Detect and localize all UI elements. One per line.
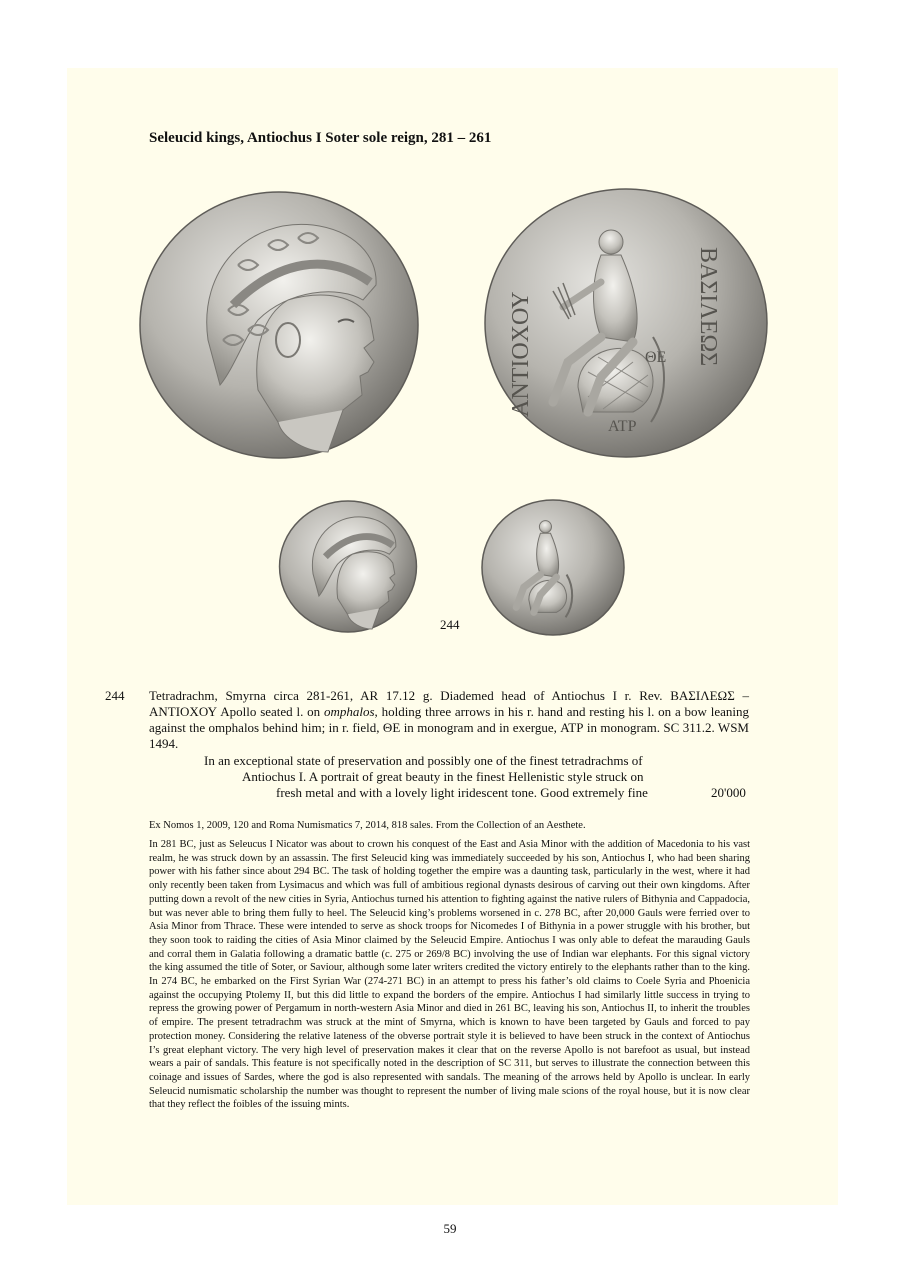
lot-description-text-end: , holding three arrows in his r. hand and resting his l. on a bow leaning against the omphalos behind him; in r. field, ΘΕ in monogram and in exergue, ΑΤΡ in monogram. SC 311.2. WSM 1494. xyxy=(149,704,749,751)
coin-obverse-portrait-icon xyxy=(138,190,420,460)
svg-text:ΑΤΡ: ΑΤΡ xyxy=(608,418,637,435)
lot-description-italic: omphalos xyxy=(323,704,375,719)
condition-line: In an exceptional state of preservation and possibly one of the finest tetradrachms of xyxy=(204,753,643,768)
lot-description xyxy=(149,688,749,752)
estimate-price: 20'000 xyxy=(711,785,746,800)
legend-basileos: ΒΑΣΙΛΕΩΣ xyxy=(695,247,721,367)
coin-obverse-portrait-icon xyxy=(278,500,418,633)
historical-essay: In 281 BC, just as Seleucus I Nicator was about to crown his conquest of the East and Asia Minor with the addition of Macedonia to his vast realm, he was struck down by an assassin. The first Seleucid king was immediately succeeded by his son, Antiochus I, who had been sharing power with his father since about 294 BC. The task of holding together the empire was a daunting task, particularly in the west, where it had only recently been taken from Lysimacus and which was full of ambitious regional dynasts desirous of carving out their own kingdoms. After putting down a revolt of the new cities in Syria, Antiochus turned his attention to fighting against the native rulers of Bithynia and Cappadocia, but was never able to bring them fully to heel. The Seleucid king’s problems worsened in c. 278 BC, after 20,000 Gauls were ferried over to Asia Minor from Thrace. These were intended to serve as shock troops for Nicomedes I of Bithynia in a power struggle with his brother, but they soon took to raiding the cities of Asia Minor claimed by the Seleucid Empire. Antiochus I was only able to defeat the marauding Gauls and corral them in Galatia following a dramatic battle (c. 275 or 269/8 BC) involving the use of Indian war elephants. For this signal victory the king assumed the title of Soter, or Saviour, although some later writers credited the victory entirely to the elephants rather than to the king. In 274 BC, he embarked on the First Syrian War (274-271 BC) in an attempt to press his father’s old claims to Coele Syria and Phoenicia against the occupying Ptolemy II, but this did little to expand the borders of the empire. Antiochus I had similarly little success in trying to repress the growing power of Pergamum in north-western Asia Minor and died in 261 BC, leaving his son, Antiochus II, to inherit the troubles of empire. The present tetradrachm was struck at the mint of Smyrna, which is known to have been targeted by Gauls and forced to pay protection money. Considering the relative lateness of the obverse portrait style it is believed to have been struck in the context of Antiochus I’s great elephant victory. The very high level of preservation makes it clear that on the reverse Apollo is not barefoot as usual, but instead wears a pair of sandals. This feature is not specifically noted in the description of SC 311, but serves to illustrate the connection between this coinage and issues of Sardes, where the god is also represented with sandals. The meaning of the arrows held by Apollo is unclear. In early Seleucid numismatic scholarship the number was thought to represent the number of living male scions of the royal house, but it is now clear that they reflect the foibles of the issuing mints. xyxy=(149,839,751,1111)
page-title: Seleucid kings, Antiochus I Soter sole reign, 281 – 261 xyxy=(149,130,492,146)
legend-antiochou: ΑΝΤΙΟΧΟΥ xyxy=(508,291,534,417)
provenance-note: Ex Nomos 1, 2009, 120 and Roma Numismatics 7, 2014, 818 sales. From the Collection of an Aesthete. xyxy=(149,820,586,831)
svg-text:ΘΕ: ΘΕ xyxy=(645,349,667,366)
coin-reverse-apollo-icon xyxy=(480,499,626,636)
lot-number: 244 xyxy=(105,688,125,703)
coin-reverse-apollo-icon xyxy=(483,187,769,459)
lot-description-text: Tetradrachm, Smyrna circa 281-261, AR 17.12 g. Diademed head of Antiochus I r. Rev. ΒΑΣΙΛΕΩΣ – ΑΝΤΙΟΧΟΥ Apollo seated l. on xyxy=(149,688,749,719)
page-number: 59 xyxy=(443,1221,457,1236)
condition-line: fresh metal and with a lovely light iridescent tone. Good extremely fine xyxy=(276,785,648,800)
condition-line: Antiochus I. A portrait of great beauty in the finest Hellenistic style struck on xyxy=(242,769,644,784)
lot-image-caption: 244 xyxy=(440,617,460,632)
